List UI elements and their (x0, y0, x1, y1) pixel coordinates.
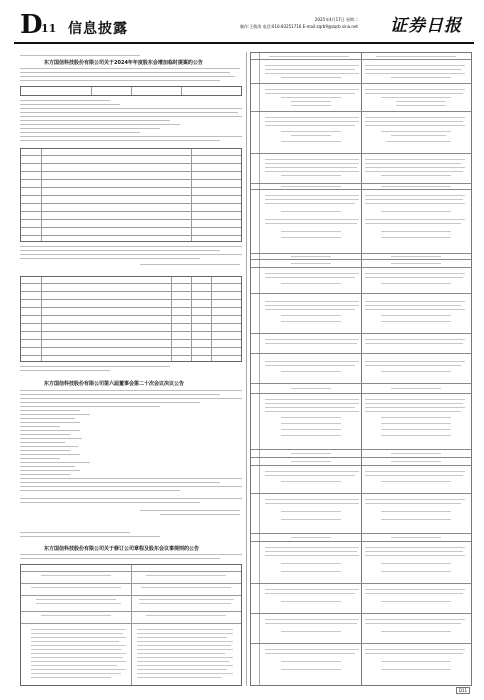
text-line (20, 532, 130, 533)
text-line (20, 108, 242, 109)
text-line (20, 442, 65, 443)
text-line (20, 124, 180, 125)
text-line (20, 100, 110, 101)
text-line (20, 410, 80, 411)
section-title: 信息披露 (68, 21, 128, 37)
text-line (20, 474, 70, 475)
text-line (20, 55, 140, 56)
text-line (20, 536, 160, 537)
text-line (20, 258, 200, 259)
announcement-title-3: 东方国信科技股份有限公司关于修订公司章程及股东会议事规则的公告 (44, 546, 200, 552)
text-line (20, 498, 242, 499)
text-line (20, 490, 180, 491)
text-line (20, 466, 75, 467)
proposal-table (20, 86, 242, 96)
column-divider (246, 52, 247, 686)
text-line (20, 72, 230, 73)
left-column (20, 52, 244, 686)
text-line (20, 370, 110, 371)
text-line (20, 458, 60, 459)
text-line (20, 414, 90, 415)
text-line (20, 482, 220, 483)
text-line (20, 68, 240, 69)
text-line (20, 246, 242, 247)
page-letter: D (20, 10, 43, 40)
issue-date: 2025年4月17日 星期二 (314, 17, 358, 22)
text-line (20, 502, 200, 503)
text-line (20, 104, 120, 105)
text-line (20, 132, 140, 133)
text-line (20, 418, 75, 419)
editor-contact: 制作:王敬涛 电话:010-83251716 E-mail:zqrb9@zqrb.sina.net (239, 24, 358, 29)
text-line (20, 454, 80, 455)
text-line (20, 434, 70, 435)
text-line (140, 510, 240, 511)
text-line (20, 254, 242, 255)
text-line (20, 462, 90, 463)
text-line (20, 250, 220, 251)
header-rule (14, 42, 474, 44)
newspaper-masthead: 证券日报 (390, 16, 462, 36)
page-header (14, 10, 474, 40)
text-line (20, 390, 242, 391)
text-line (20, 554, 242, 555)
text-line (20, 76, 235, 77)
text-line (20, 136, 242, 137)
text-line (20, 402, 200, 403)
page-footer: D11 (456, 687, 470, 694)
voting-table-2 (20, 276, 242, 362)
text-line (20, 430, 80, 431)
text-line (20, 116, 242, 117)
text-line (20, 112, 238, 113)
announcement-title-1: 东方国信科技股份有限公司关于2024年年度股东会增加临时提案的公告 (44, 60, 203, 66)
text-line (20, 478, 242, 479)
page-number: 11 (41, 22, 57, 35)
text-line (140, 264, 240, 265)
text-line (20, 422, 80, 423)
text-line (20, 558, 220, 559)
text-line (20, 140, 220, 141)
text-line (20, 128, 160, 129)
text-line (20, 366, 170, 367)
text-line (20, 406, 160, 407)
announcement-title-2: 东方国信科技股份有限公司第六届董事会第二十次会议决议公告 (44, 381, 185, 387)
text-line (20, 120, 170, 121)
text-line (20, 450, 70, 451)
text-line (160, 514, 240, 515)
text-line (20, 426, 60, 427)
comparison-table (20, 564, 242, 686)
text-line (20, 394, 220, 395)
text-line (20, 486, 242, 487)
text-line (20, 80, 220, 81)
text-line (20, 446, 78, 447)
text-line (20, 470, 80, 471)
text-line (20, 398, 242, 399)
right-column-table (250, 52, 472, 686)
voting-table-1 (20, 148, 242, 242)
text-line (20, 438, 82, 439)
